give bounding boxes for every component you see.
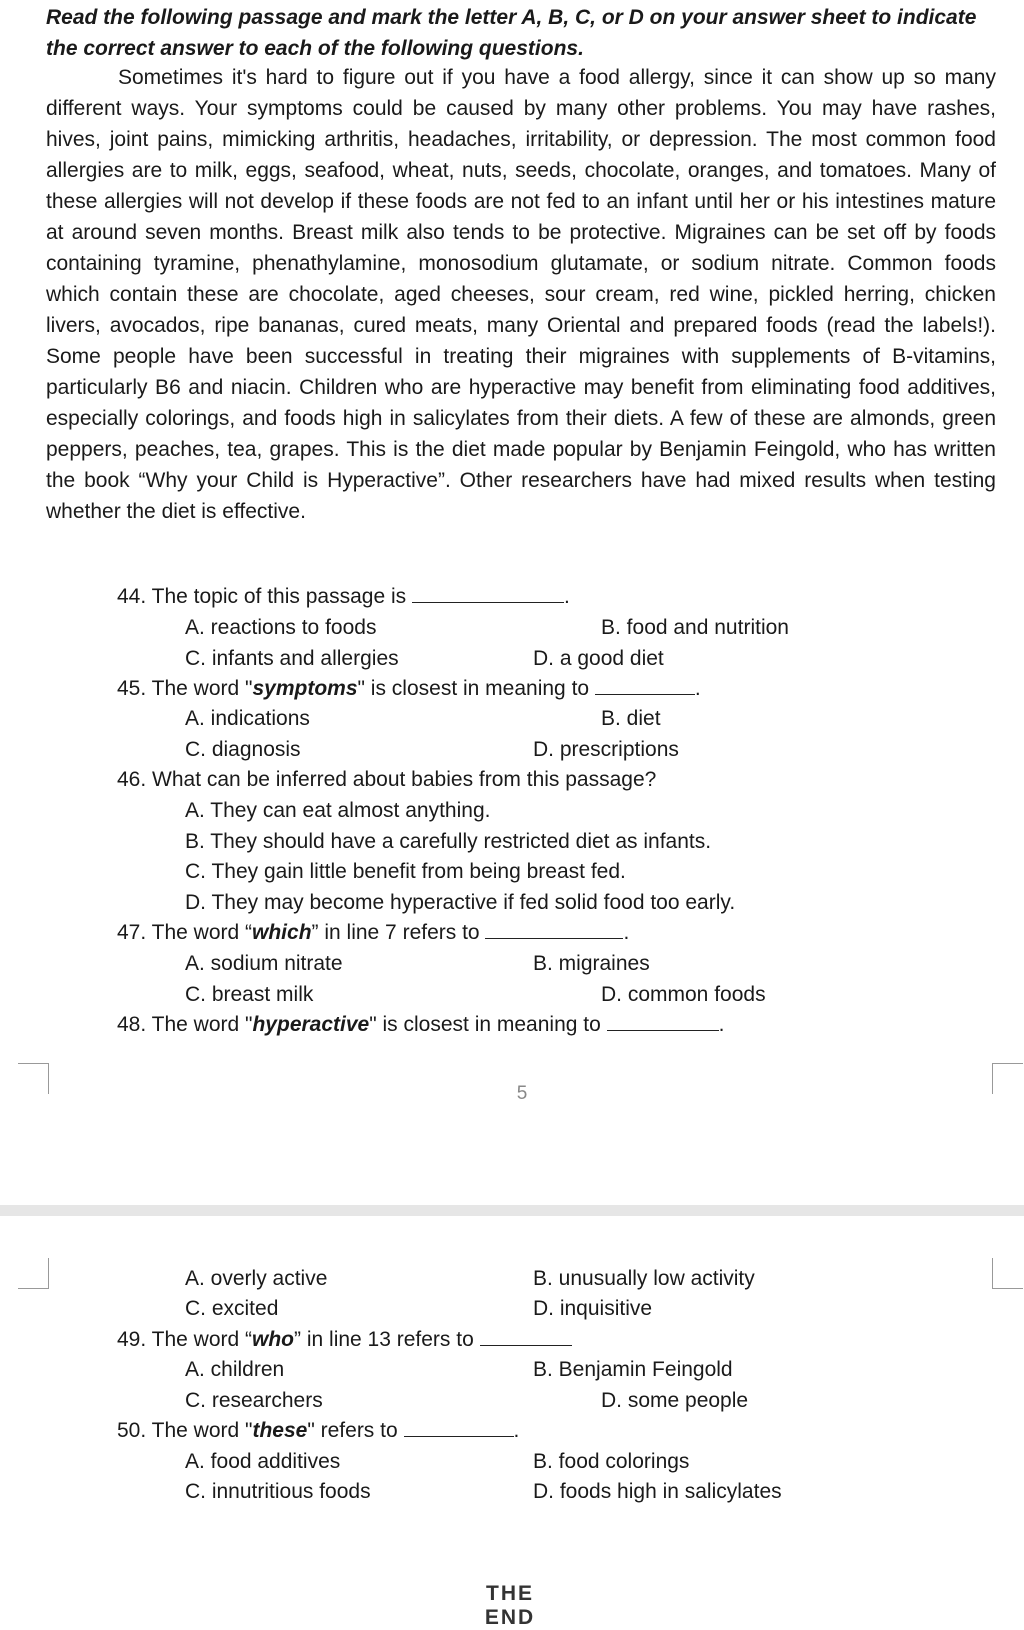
question-44: 44. The topic of this passage is . xyxy=(117,585,570,608)
option-47-b[interactable]: B. migraines xyxy=(533,952,650,975)
question-47: 47. The word “which” in line 7 refers to . xyxy=(117,921,630,944)
question-50: 50. The word "these" refers to . xyxy=(117,1419,520,1442)
option-47-d[interactable]: D. common foods xyxy=(601,983,766,1006)
option-44-a[interactable]: A. reactions to foods xyxy=(185,616,377,639)
reading-passage: Sometimes it's hard to figure out if you have a food allergy, since it can show up so many different ways. Your symptoms could be caused by many other problems. You may have rashes, hives, joint pains, mimicking arthritis, headaches, irritability, or depression. The most common food allergies are to milk, eggs, seafood, wheat, nuts, seeds, chocolate, oranges, and tomatoes. Many of these allergies will not develop if these foods are not fed to an infant until her or his intestines mature at around seven months. Breast milk also tends to be protective. Migraines can be set off by foods containing tyramine, phenathylamine, monosodium glutamate, or sodium nitrate. Common foods which contain these are chocolate, aged cheeses, sour cream, red wine, pickled herring, chicken livers, avocados, ripe bananas, cured meats, many Oriental and prepared foods (read the labels!). Some people have been successful in treating their migraines with supplements of B-vitamins, particularly B6 and niacin. Children who are hyperactive may benefit from eliminating food additives, especially colorings, and foods high in salicylates from their diets. A few of these are almonds, green peppers, peaches, tea, grapes. This is the diet made popular by Benjamin Feingold, who has written the book “Why your Child is Hyperactive”. Other researchers have had mixed results when testing whether the diet is effective. xyxy=(46,66,996,523)
instructions: Read the following passage and mark the letter A, B, C, or D on your answer sheet to indicate the correct answer to each of the following questions. xyxy=(46,6,977,60)
crop-mark xyxy=(18,1258,49,1289)
question-49: 49. The word “who” in line 13 refers to xyxy=(117,1324,997,1355)
option-46-b[interactable]: B. They should have a carefully restricted diet as infants. xyxy=(185,830,712,853)
page-six xyxy=(0,1216,1024,1598)
crop-mark xyxy=(992,1063,1023,1094)
option-48-b[interactable]: B. unusually low activity xyxy=(533,1267,755,1290)
crop-mark xyxy=(992,1258,1023,1289)
option-47-a[interactable]: A. sodium nitrate xyxy=(185,952,343,975)
option-50-a[interactable]: A. food additives xyxy=(185,1450,341,1473)
option-49-b[interactable]: B. Benjamin Feingold xyxy=(533,1358,733,1381)
option-48-d[interactable]: D. inquisitive xyxy=(533,1297,653,1320)
question-45: 45. The word "symptoms" is closest in meaning to . xyxy=(117,677,701,700)
option-47-c[interactable]: C. breast milk xyxy=(185,983,314,1006)
crop-mark xyxy=(18,1063,49,1094)
option-45-c[interactable]: C. diagnosis xyxy=(185,738,301,761)
option-45-a[interactable]: A. indications xyxy=(185,707,310,730)
option-44-d[interactable]: D. a good diet xyxy=(533,647,664,670)
option-46-d[interactable]: D. They may become hyperactive if fed solid food too early. xyxy=(185,891,736,914)
option-48-a[interactable]: A. overly active xyxy=(185,1267,328,1290)
the-end-footer: THE END xyxy=(484,1582,536,1629)
option-50-b[interactable]: B. food colorings xyxy=(533,1450,690,1473)
page-number: 5 xyxy=(516,1083,528,1104)
page-separator xyxy=(0,1205,1024,1216)
option-48-c[interactable]: C. excited xyxy=(185,1297,279,1320)
option-49-a[interactable]: A. children xyxy=(185,1358,285,1381)
option-50-c[interactable]: C. innutritious foods xyxy=(185,1480,371,1503)
option-49-c[interactable]: C. researchers xyxy=(185,1389,323,1412)
option-50-d[interactable]: D. foods high in salicylates xyxy=(533,1480,782,1503)
option-49-d[interactable]: D. some people xyxy=(601,1389,749,1412)
option-45-d[interactable]: D. prescriptions xyxy=(533,738,679,761)
option-44-b[interactable]: B. food and nutrition xyxy=(601,616,789,639)
option-46-a[interactable]: A. They can eat almost anything. xyxy=(185,799,491,822)
question-46: 46. What can be inferred about babies from this passage? xyxy=(117,768,657,791)
option-45-b[interactable]: B. diet xyxy=(601,707,661,730)
question-48: 48. The word "hyperactive" is closest in meaning to . xyxy=(117,1013,725,1036)
option-44-c[interactable]: C. infants and allergies xyxy=(185,647,399,670)
option-46-c[interactable]: C. They gain little benefit from being breast fed. xyxy=(185,860,626,883)
